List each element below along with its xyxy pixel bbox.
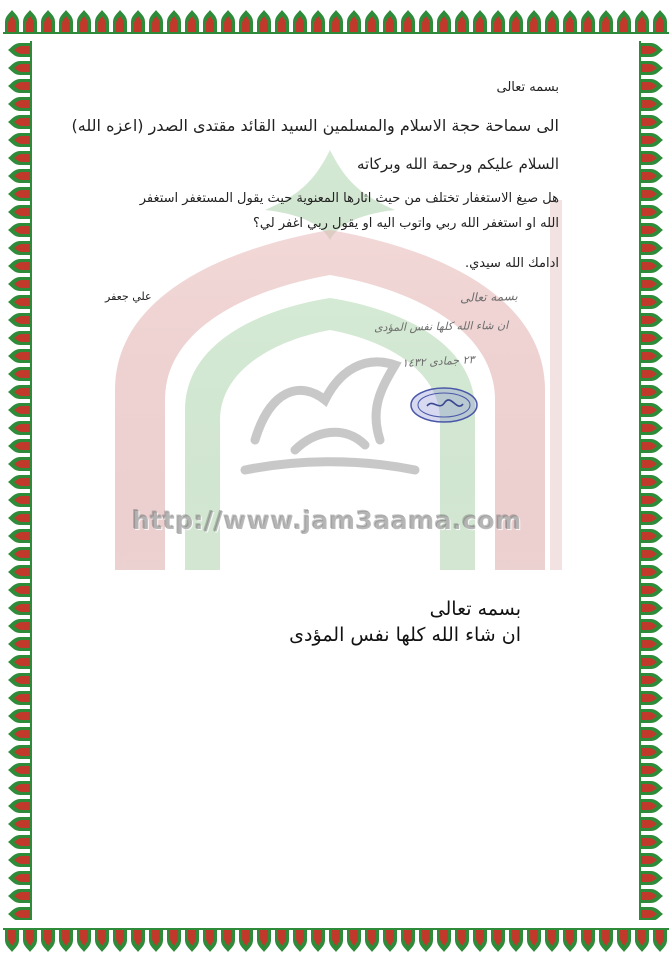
border-mosque-motif	[381, 10, 399, 34]
handwritten-reply-answer: ان شاء الله كلها نفس المؤدى	[373, 318, 509, 335]
border-mosque-motif	[8, 455, 32, 473]
border-mosque-motif	[273, 928, 291, 952]
border-mosque-motif	[8, 671, 32, 689]
border-mosque-motif	[201, 10, 219, 34]
border-mosque-motif	[639, 41, 663, 59]
border-mosque-motif	[3, 10, 21, 34]
border-mosque-motif	[633, 10, 651, 34]
border-mosque-motif	[597, 10, 615, 34]
border-mosque-motif	[309, 10, 327, 34]
border-mosque-motif	[327, 928, 345, 952]
border-mosque-motif	[639, 869, 663, 887]
border-mosque-motif	[639, 77, 663, 95]
border-mosque-motif	[21, 10, 39, 34]
border-mosque-motif	[639, 383, 663, 401]
border-mosque-motif	[597, 928, 615, 952]
border-mosque-motif	[489, 928, 507, 952]
typed-reply-answer: ان شاء الله كلها نفس المؤدى	[289, 624, 521, 646]
border-mosque-motif	[8, 689, 32, 707]
border-mosque-motif	[525, 928, 543, 952]
border-mosque-motif	[639, 815, 663, 833]
border-mosque-motif	[183, 928, 201, 952]
border-mosque-motif	[129, 10, 147, 34]
border-mosque-motif	[639, 581, 663, 599]
typed-reply-basmala: بسمه تعالى	[429, 598, 521, 620]
border-mosque-motif	[639, 797, 663, 815]
border-mosque-motif	[75, 928, 93, 952]
border-mosque-motif	[489, 10, 507, 34]
handwritten-reply-date: ٢٣ جمادى ١٤٣٢	[401, 353, 475, 370]
border-mosque-motif	[8, 293, 32, 311]
border-mosque-motif	[327, 10, 345, 34]
border-mosque-motif	[8, 743, 32, 761]
border-mosque-motif	[8, 509, 32, 527]
border-mosque-motif	[639, 419, 663, 437]
border-mosque-motif	[561, 10, 579, 34]
border-mosque-motif	[639, 473, 663, 491]
border-mosque-motif	[8, 383, 32, 401]
border-mosque-motif	[639, 599, 663, 617]
border-mosque-motif	[273, 10, 291, 34]
border-mosque-motif	[8, 761, 32, 779]
border-mosque-motif	[39, 10, 57, 34]
letter-recipient-line: الى سماحة حجة الاسلام والمسلمين السيد القائد مقتدى الصدر (اعزه الله)	[71, 116, 559, 135]
border-mosque-motif	[8, 95, 32, 113]
border-mosque-motif	[183, 10, 201, 34]
letter-question-line-1: هل صيغ الاستغفار تختلف من حيث اثارها المعنوية حيث يقول المستغفر استغفر	[139, 191, 559, 206]
border-mosque-motif	[255, 10, 273, 34]
border-mosque-motif	[615, 928, 633, 952]
border-mosque-motif	[579, 928, 597, 952]
border-mosque-motif	[639, 851, 663, 869]
border-mosque-motif	[8, 365, 32, 383]
border-mosque-motif	[639, 257, 663, 275]
border-mosque-motif	[435, 928, 453, 952]
border-mosque-motif	[639, 779, 663, 797]
border-mosque-motif	[93, 10, 111, 34]
border-mosque-motif	[471, 928, 489, 952]
border-mosque-motif	[8, 401, 32, 419]
official-seal-stamp	[409, 386, 479, 424]
border-mosque-motif	[639, 761, 663, 779]
border-mosque-motif	[201, 928, 219, 952]
border-mosque-motif	[639, 437, 663, 455]
letter-salutation: السلام عليكم ورحمة الله وبركاته	[357, 155, 559, 173]
border-mosque-motif	[651, 928, 669, 952]
letter-signature-name: علي جعفر	[105, 290, 152, 303]
border-mosque-motif	[8, 185, 32, 203]
border-mosque-motif	[219, 928, 237, 952]
border-mosque-motif	[8, 815, 32, 833]
border-mosque-motif	[237, 928, 255, 952]
border-mosque-motif	[8, 599, 32, 617]
border-mosque-motif	[639, 275, 663, 293]
border-mosque-motif	[309, 928, 327, 952]
border-mosque-motif	[639, 221, 663, 239]
handwritten-reply-basmala: بسمه تعالى	[459, 288, 518, 306]
border-mosque-motif	[8, 635, 32, 653]
border-mosque-motif	[8, 77, 32, 95]
border-mosque-motif	[639, 203, 663, 221]
border-mosque-motif	[615, 10, 633, 34]
border-mosque-motif	[165, 10, 183, 34]
border-mosque-motif	[8, 437, 32, 455]
border-mosque-motif	[561, 928, 579, 952]
border-mosque-motif	[639, 131, 663, 149]
border-mosque-motif	[8, 653, 32, 671]
border-mosque-motif	[8, 329, 32, 347]
border-mosque-motif	[8, 779, 32, 797]
border-mosque-motif	[165, 928, 183, 952]
border-mosque-motif	[543, 928, 561, 952]
border-mosque-motif	[39, 928, 57, 952]
border-mosque-motif	[639, 617, 663, 635]
border-mosque-motif	[639, 239, 663, 257]
decorative-border-top	[0, 0, 671, 40]
border-mosque-motif	[639, 887, 663, 905]
border-mosque-motif	[147, 10, 165, 34]
border-mosque-motif	[57, 10, 75, 34]
border-mosque-motif	[129, 928, 147, 952]
border-mosque-motif	[639, 491, 663, 509]
border-mosque-motif	[639, 509, 663, 527]
border-mosque-motif	[639, 527, 663, 545]
border-mosque-motif	[291, 928, 309, 952]
border-mosque-motif	[639, 311, 663, 329]
border-mosque-motif	[579, 10, 597, 34]
border-mosque-motif	[345, 928, 363, 952]
border-mosque-motif	[8, 239, 32, 257]
border-mosque-motif	[639, 59, 663, 77]
border-mosque-motif	[651, 10, 669, 34]
border-mosque-motif	[453, 10, 471, 34]
border-mosque-motif	[639, 689, 663, 707]
border-mosque-motif	[8, 527, 32, 545]
border-mosque-motif	[639, 635, 663, 653]
border-mosque-motif	[639, 905, 663, 920]
border-mosque-motif	[219, 10, 237, 34]
border-mosque-motif	[8, 491, 32, 509]
border-mosque-motif	[639, 671, 663, 689]
border-mosque-motif	[639, 347, 663, 365]
border-mosque-motif	[345, 10, 363, 34]
border-mosque-motif	[363, 928, 381, 952]
border-mosque-motif	[8, 41, 32, 59]
border-mosque-motif	[8, 257, 32, 275]
border-mosque-motif	[363, 10, 381, 34]
border-mosque-motif	[8, 275, 32, 293]
border-mosque-motif	[237, 10, 255, 34]
decorative-border-bottom	[0, 920, 671, 960]
border-mosque-motif	[381, 928, 399, 952]
letter-closing: ادامك الله سيدي.	[465, 256, 559, 271]
decorative-border-left	[0, 40, 40, 920]
border-mosque-motif	[543, 10, 561, 34]
border-mosque-motif	[8, 473, 32, 491]
border-mosque-motif	[57, 928, 75, 952]
border-mosque-motif	[8, 131, 32, 149]
border-mosque-motif	[75, 10, 93, 34]
border-mosque-motif	[3, 928, 21, 952]
border-mosque-motif	[21, 928, 39, 952]
border-mosque-motif	[639, 653, 663, 671]
border-mosque-motif	[8, 833, 32, 851]
border-mosque-motif	[639, 167, 663, 185]
border-mosque-motif	[8, 869, 32, 887]
border-mosque-motif	[435, 10, 453, 34]
border-mosque-motif	[639, 149, 663, 167]
calligraphy-logo-mark	[245, 362, 415, 470]
border-mosque-motif	[8, 581, 32, 599]
border-mosque-motif	[291, 10, 309, 34]
border-mosque-motif	[111, 928, 129, 952]
border-mosque-motif	[639, 293, 663, 311]
letter-question-line-2: الله او استغفر الله ربي واتوب اليه او يقول ربي اغفر لي؟	[253, 216, 559, 231]
border-mosque-motif	[525, 10, 543, 34]
border-mosque-motif	[8, 113, 32, 131]
border-mosque-motif	[8, 203, 32, 221]
border-mosque-motif	[399, 10, 417, 34]
border-mosque-motif	[111, 10, 129, 34]
border-mosque-motif	[8, 419, 32, 437]
border-mosque-motif	[471, 10, 489, 34]
border-mosque-motif	[8, 347, 32, 365]
border-mosque-motif	[633, 928, 651, 952]
border-mosque-motif	[8, 725, 32, 743]
border-mosque-motif	[8, 851, 32, 869]
border-mosque-motif	[8, 563, 32, 581]
border-mosque-motif	[639, 113, 663, 131]
border-mosque-motif	[639, 707, 663, 725]
border-mosque-motif	[8, 707, 32, 725]
border-mosque-motif	[8, 617, 32, 635]
border-mosque-motif	[8, 887, 32, 905]
border-mosque-motif	[417, 928, 435, 952]
border-mosque-motif	[8, 149, 32, 167]
border-mosque-motif	[639, 401, 663, 419]
watermark-url-text: http://www.jam3aama.com	[132, 506, 522, 535]
border-mosque-motif	[147, 928, 165, 952]
border-mosque-motif	[255, 928, 273, 952]
border-mosque-motif	[93, 928, 111, 952]
border-mosque-motif	[639, 365, 663, 383]
border-mosque-motif	[639, 329, 663, 347]
border-mosque-motif	[8, 221, 32, 239]
border-mosque-motif	[8, 905, 32, 920]
border-mosque-motif	[8, 797, 32, 815]
border-mosque-motif	[8, 545, 32, 563]
decorative-border-right	[631, 40, 671, 920]
border-mosque-motif	[639, 185, 663, 203]
border-mosque-motif	[639, 545, 663, 563]
border-mosque-motif	[8, 167, 32, 185]
border-mosque-motif	[639, 563, 663, 581]
border-mosque-motif	[417, 10, 435, 34]
letter-greeting-basmala: بسمه تعالى	[496, 80, 559, 95]
border-mosque-motif	[507, 928, 525, 952]
border-mosque-motif	[639, 743, 663, 761]
border-mosque-motif	[8, 311, 32, 329]
border-mosque-motif	[507, 10, 525, 34]
border-mosque-motif	[453, 928, 471, 952]
border-mosque-motif	[639, 95, 663, 113]
border-mosque-motif	[639, 455, 663, 473]
border-mosque-motif	[639, 833, 663, 851]
border-mosque-motif	[639, 725, 663, 743]
border-mosque-motif	[399, 928, 417, 952]
border-mosque-motif	[8, 59, 32, 77]
